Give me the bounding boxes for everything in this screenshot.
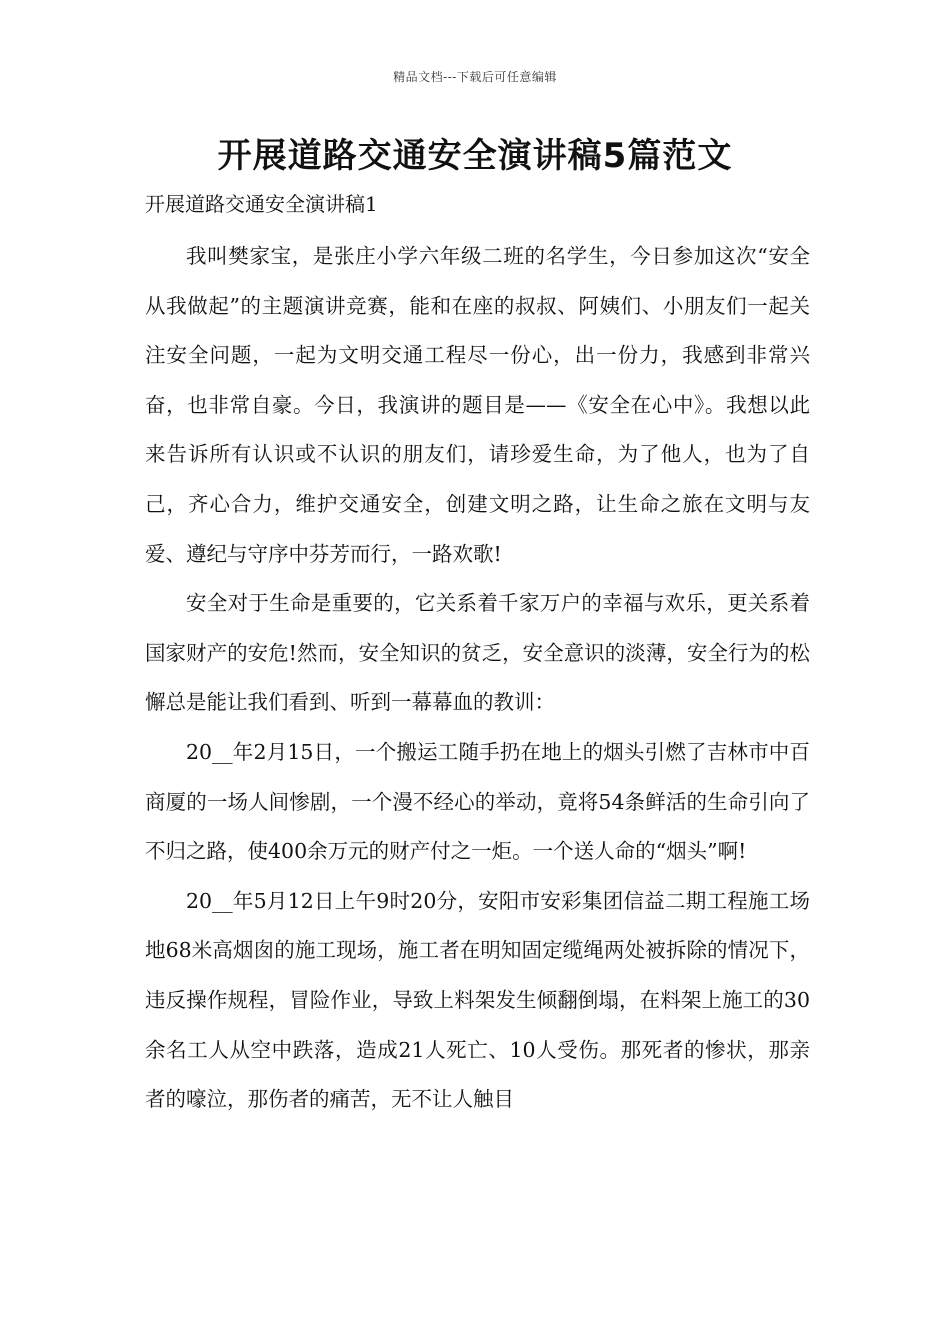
paragraph: 20__年2月15日，一个搬运工随手扔在地上的烟头引燃了吉林市中百商厦的一场人间惨剧，一个漫不经心的举动，竟将54条鲜活的生命引向了不归之路，使400余万元的财产付之一炬。一个送人命的“烟头”啊! <box>145 739 810 864</box>
paragraph: 安全对于生命是重要的，它关系着千家万户的幸福与欢乐，更关系着国家财产的安危!然而，安全知识的贫乏，安全意识的淡薄，安全行为的松懈总是能让我们看到、听到一幕幕血的教训： <box>145 591 810 715</box>
document-body <box>145 232 810 1125</box>
document-title: 开展道路交通安全演讲稿5篇范文 <box>217 136 733 176</box>
header-note: 精品文档---下载后可任意编辑 <box>393 70 557 84</box>
paragraph: 我叫樊家宝，是张庄小学六年级二班的名学生，今日参加这次“安全从我做起”的主题演讲竞赛，能和在座的叔叔、阿姨们、小朋友们一起关注安全问题，一起为文明交通工程尽一份心，出一份力，我感到非常兴奋，也非常自豪。今日，我演讲的题目是——《安全在心中》。我想以此来告诉所有认识或不认识的朋友们，请珍爱生命，为了他人，也为了自己，齐心合力，维护交通安全，创建文明之路，让生命之旅在文明与友爱、遵纪与守序中芬芳而行，一路欢歌! <box>145 244 810 566</box>
section-title: 开展道路交通安全演讲稿1 <box>145 192 378 216</box>
paragraph: 20__年5月12日上午9时20分，安阳市安彩集团信益二期工程施工场地68米高烟囱的施工现场，施工者在明知固定缆绳两处被拆除的情况下，违反操作规程，冒险作业，导致上料架发生倾翻倒塌，在料架上施工的30余名工人从空中跌落，造成21人死亡、10人受伤。那死者的惨状，那亲者的嚎泣，那伤者的痛苦，无不让人触目 <box>145 888 810 1112</box>
